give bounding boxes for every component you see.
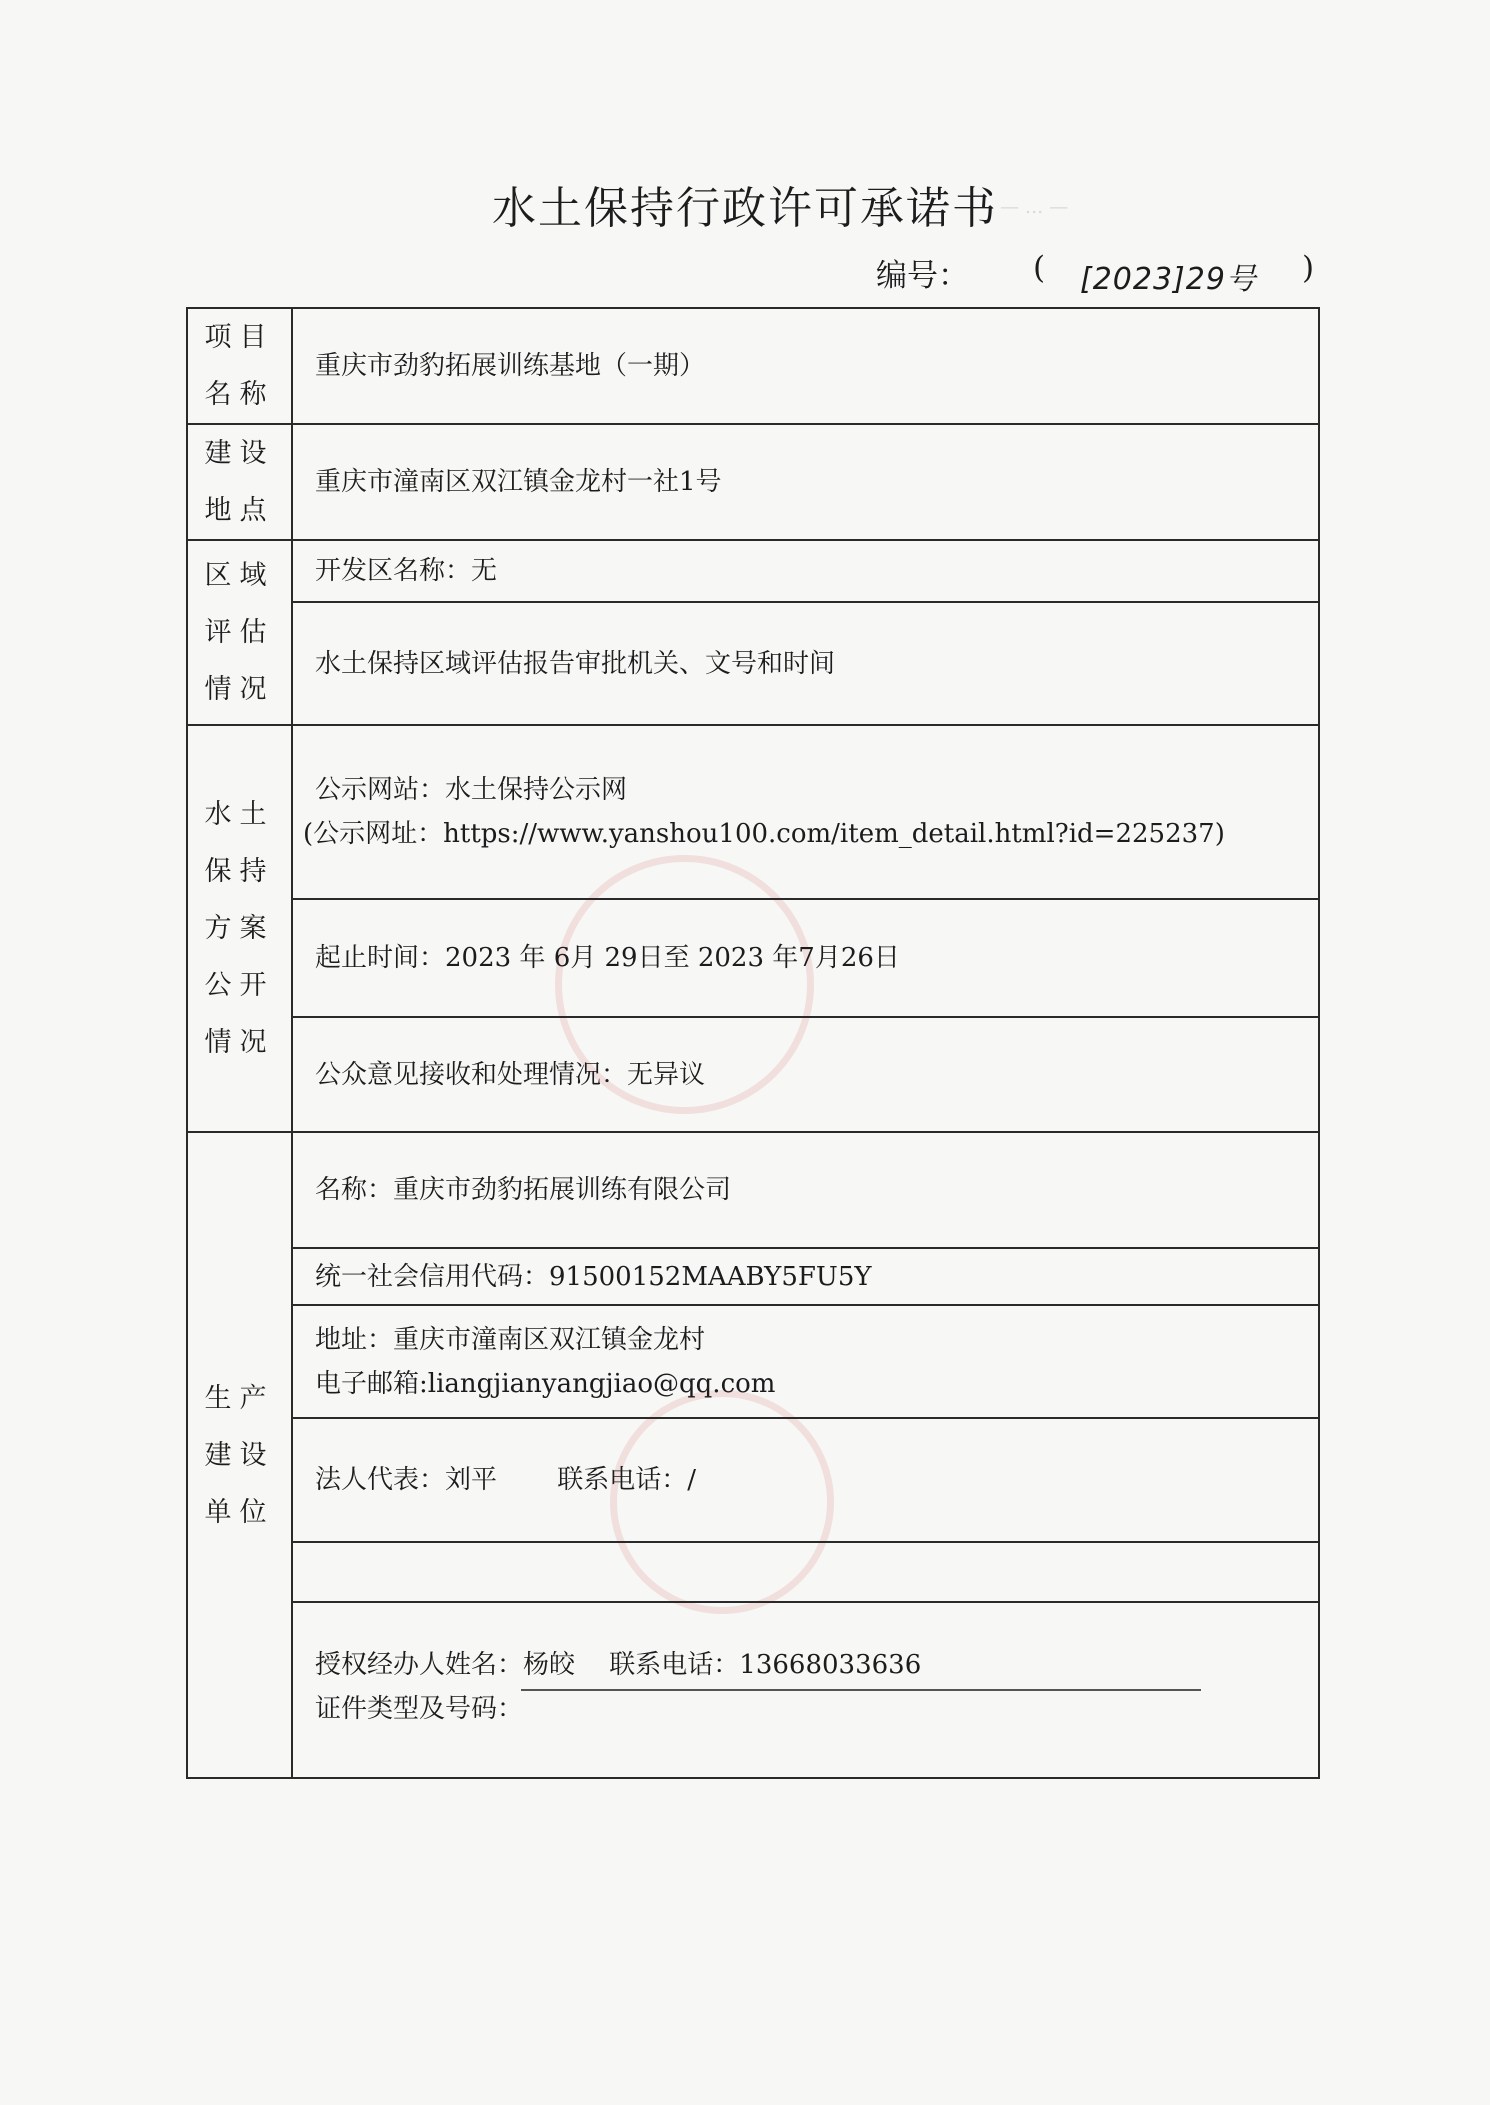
label-line: 项目 <box>204 322 275 353</box>
label-builder <box>187 1132 292 1778</box>
legal-rep-value: 法人代表：刘平 <box>315 1465 498 1495</box>
row-zone-name <box>187 540 1319 602</box>
row-disclosure-period <box>187 899 1319 1017</box>
id-type-line <box>315 1687 1318 1731</box>
credit-code-value: 统一社会信用代码：91500152MAABY5FU5Y <box>292 1248 1319 1305</box>
serial-paren-open: ( <box>1033 250 1046 286</box>
label-line: 生产 <box>204 1382 275 1414</box>
row-disclosure-site <box>187 725 1319 899</box>
builder-name-value: 名称：重庆市劲豹拓展训练有限公司 <box>292 1132 1319 1248</box>
serial-number-handwritten: [2023]29号 <box>1080 262 1257 297</box>
disclosure-url: (公示网址：https://www.yanshou100.com/item_detail.html?id=225237) <box>303 819 1225 849</box>
label-line: 区域 <box>204 560 275 591</box>
address-cell <box>292 1305 1319 1418</box>
id-number-underline <box>521 1685 1201 1691</box>
document-title: 水土保持行政许可承诺书 <box>492 183 998 234</box>
label-project-name <box>187 308 292 424</box>
agent-phone-value: 联系电话：13668033636 <box>609 1650 922 1680</box>
row-legal-rep <box>187 1418 1319 1542</box>
row-builder-name <box>187 1132 1319 1248</box>
label-line: 建设 <box>204 1439 275 1471</box>
label-line: 保持 <box>204 856 275 887</box>
public-feedback-value: 公众意见接收和处理情况：无异议 <box>292 1017 1319 1132</box>
label-line: 公开 <box>204 970 275 1001</box>
label-line: 地点 <box>204 495 275 526</box>
row-address <box>187 1305 1319 1418</box>
label-location <box>187 424 292 540</box>
legal-rep-cell <box>292 1418 1319 1542</box>
disclosure-website: 公示网站：水土保持公示网 <box>315 775 628 805</box>
row-project-name <box>187 308 1319 424</box>
blank-cell <box>292 1542 1319 1602</box>
agent-cell <box>292 1602 1319 1778</box>
label-line: 名称 <box>204 379 275 410</box>
label-line: 建设 <box>204 438 275 469</box>
label-line: 方案 <box>204 913 275 944</box>
zone-name-value: 开发区名称：无 <box>292 540 1319 602</box>
serial-label: 编号： <box>876 258 969 294</box>
label-line: 情况 <box>204 1027 275 1058</box>
commitment-form-table <box>186 307 1320 1779</box>
agent-name-value: 授权经办人姓名：杨皎 <box>315 1650 576 1680</box>
label-line: 水土 <box>204 799 275 830</box>
location-value: 重庆市潼南区双江镇金龙村一社1号 <box>292 424 1319 540</box>
row-assessment-approval <box>187 602 1319 725</box>
label-line: 单位 <box>204 1496 275 1528</box>
label-regional-assessment <box>187 540 292 725</box>
row-location <box>187 424 1319 540</box>
assessment-approval-value: 水土保持区域评估报告审批机关、文号和时间 <box>292 602 1319 725</box>
agent-line <box>315 1643 1318 1687</box>
row-blank <box>187 1542 1319 1602</box>
row-agent <box>187 1602 1319 1778</box>
address-value: 地址：重庆市潼南区双江镇金龙村 <box>315 1324 706 1355</box>
row-credit-code <box>187 1248 1319 1305</box>
disclosure-period-value: 起止时间：2023 年 6月 29日至 2023 年7月26日 <box>292 899 1319 1017</box>
legal-phone-value: 联系电话：/ <box>557 1465 697 1495</box>
serial-paren-close: ) <box>1302 250 1315 286</box>
project-name-value: 重庆市劲豹拓展训练基地（一期） <box>292 308 1319 424</box>
label-line: 情况 <box>204 674 275 705</box>
disclosure-site-cell <box>292 725 1319 899</box>
label-line: 评估 <box>204 617 275 648</box>
redaction-patch-bottom <box>540 1783 1020 1807</box>
id-type-label: 证件类型及号码： <box>315 1694 524 1724</box>
row-public-feedback <box>187 1017 1319 1132</box>
bleed-through-text: — ... — <box>1000 196 1069 218</box>
label-plan-disclosure <box>187 725 292 1132</box>
email-value: 电子邮箱:liangjianyangjiao@qq.com <box>315 1368 776 1399</box>
